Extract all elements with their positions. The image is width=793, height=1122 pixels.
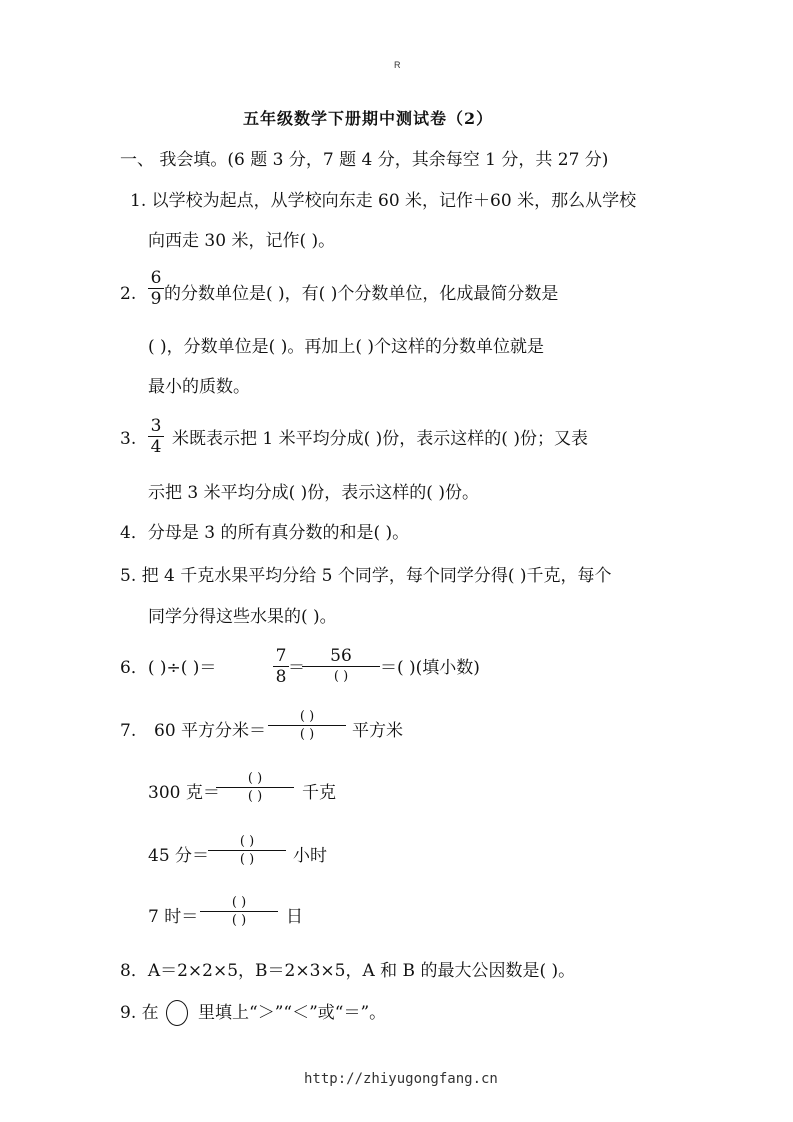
q7-item-2-unit: 千克 xyxy=(302,783,336,803)
q7-item-3-numerator: ( ) xyxy=(239,834,255,849)
q9-prefix: 9. 在 xyxy=(120,1003,159,1023)
q3-line1: 米既表示把 1 米平均分成( )份，表示这样的( )份；又表 xyxy=(172,429,588,449)
q1-line2: 向西走 30 米，记作( )。 xyxy=(148,231,336,251)
q2-line2: ( )，分数单位是( )。再加上( )个这样的分数单位就是 xyxy=(148,337,545,357)
q6-fraction-2-denominator: ( ) xyxy=(333,669,349,684)
q7-item-2-fraction xyxy=(216,770,294,805)
q7-item-1-unit: 平方米 xyxy=(352,721,403,741)
q7-number: 7. xyxy=(120,721,137,741)
q4-text: 4．分母是 3 的所有真分数的和是( )。 xyxy=(120,523,410,543)
page-mark: R xyxy=(394,60,401,70)
q5-line1: 5. 把 4 千克水果平均分给 5 个同学，每个同学分得( )千克，每个 xyxy=(120,566,612,586)
q7-item-2-numerator: ( ) xyxy=(247,771,263,786)
q8-text: 8．A＝2×2×5，B＝2×3×5，A 和 B 的最大公因数是( )。 xyxy=(120,961,576,981)
q6-fraction-1-numerator: 7 xyxy=(275,646,287,666)
q9-suffix: 里填上“＞”“＜”或“＝”。 xyxy=(198,1003,387,1023)
q6-prefix: 6．( )÷( )＝ xyxy=(120,658,217,678)
q7-item-1-fraction xyxy=(268,708,346,743)
page-title: 五年级数学下册期中测试卷（2） xyxy=(243,109,494,128)
q2-number: 2. xyxy=(120,284,137,304)
q5-line2: 同学分得这些水果的( )。 xyxy=(148,607,337,627)
q2-line1: 的分数单位是( )，有( )个分数单位，化成最简分数是 xyxy=(164,284,559,304)
comparison-circle-icon xyxy=(166,1000,188,1026)
q7-item-1-numerator: ( ) xyxy=(299,709,315,724)
q6-equals: ＝ xyxy=(288,658,305,678)
q7-item-4-denominator: ( ) xyxy=(231,913,247,928)
q7-item-1-denominator: ( ) xyxy=(299,727,315,742)
q7-item-3-fraction xyxy=(208,833,286,868)
q6-fraction-2 xyxy=(302,646,380,687)
q6-fraction-1 xyxy=(273,646,289,687)
q3-line2: 示把 3 米平均分成( )份，表示这样的( )份。 xyxy=(148,483,479,503)
q3-fraction-denominator: 4 xyxy=(150,437,162,457)
q7-item-3-unit: 小时 xyxy=(293,846,327,866)
footer-url: http://zhiyugongfang.cn xyxy=(304,1071,498,1087)
q6-fraction-2-numerator: 56 xyxy=(330,646,352,666)
q6-suffix: ＝( )(填小数) xyxy=(380,658,480,678)
q2-fraction xyxy=(148,268,164,309)
q2-fraction-numerator: 6 xyxy=(150,268,162,288)
q7-item-4-left: 7 时＝ xyxy=(148,907,199,927)
q7-item-2-denominator: ( ) xyxy=(247,789,263,804)
q3-fraction xyxy=(148,416,164,457)
q7-item-4-numerator: ( ) xyxy=(231,895,247,910)
q2-fraction-denominator: 9 xyxy=(150,289,162,309)
q7-item-3-left: 45 分＝ xyxy=(148,846,210,866)
q7-item-1-left: 60 平方分米＝ xyxy=(154,721,267,741)
q7-item-4-unit: 日 xyxy=(286,907,303,927)
q1-line1: 1. 以学校为起点，从学校向东走 60 米，记作＋60 米，那么从学校 xyxy=(130,191,637,211)
q7-item-4-fraction xyxy=(200,894,278,929)
q7-item-2-left: 300 克＝ xyxy=(148,783,220,803)
q6-fraction-1-denominator: 8 xyxy=(275,667,287,687)
q2-line3: 最小的质数。 xyxy=(148,377,250,397)
section-heading: 一、 我会填。(6 题 3 分，7 题 4 分，其余每空 1 分，共 27 分) xyxy=(120,150,609,170)
q7-item-3-denominator: ( ) xyxy=(239,852,255,867)
q3-fraction-numerator: 3 xyxy=(150,416,162,436)
q3-number: 3. xyxy=(120,429,137,449)
